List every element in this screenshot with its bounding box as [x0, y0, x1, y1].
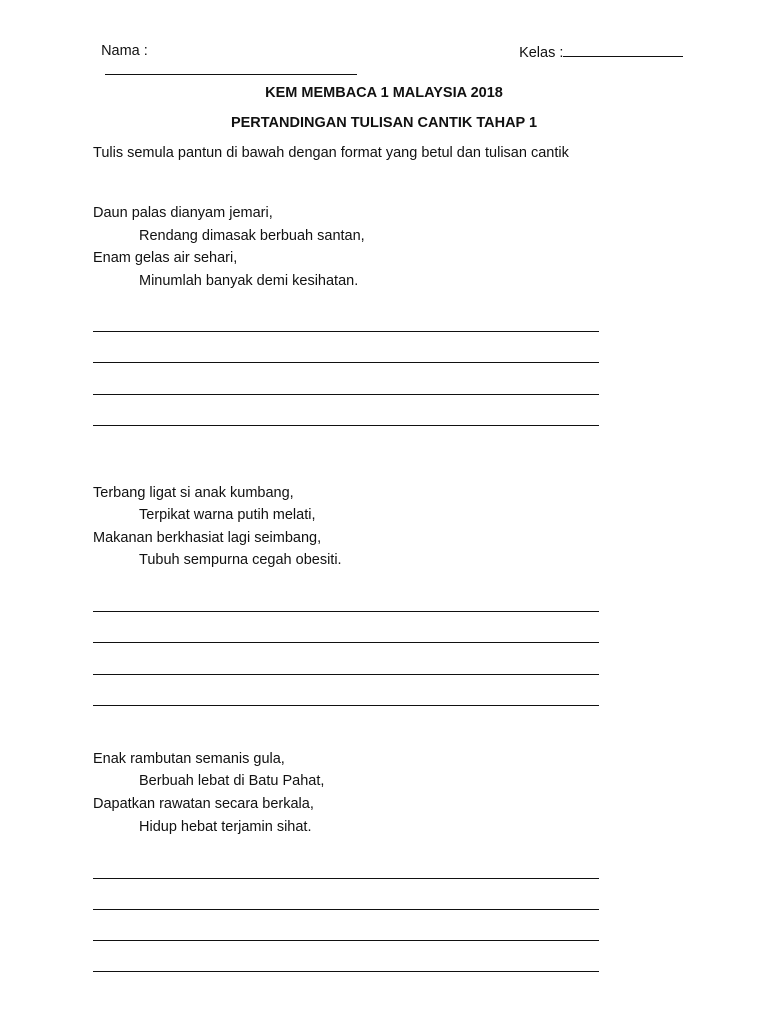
writing-line[interactable]: [93, 705, 599, 706]
nama-field-row: [93, 24, 357, 80]
writing-line[interactable]: [93, 362, 599, 363]
pantun-line: Enak rambutan semanis gula,: [93, 751, 285, 767]
writing-line[interactable]: [93, 909, 599, 910]
writing-line[interactable]: [93, 940, 599, 941]
writing-line[interactable]: [93, 425, 599, 426]
page-subtitle: PERTANDINGAN TULISAN CANTIK TAHAP 1: [230, 115, 538, 131]
writing-line[interactable]: [93, 971, 599, 972]
nama-blank[interactable]: [105, 60, 357, 75]
pantun-line: Tubuh sempurna cegah obesiti.: [139, 552, 342, 568]
pantun-line: Minumlah banyak demi kesihatan.: [139, 273, 359, 289]
pantun-line: Daun palas dianyam jemari,: [93, 205, 273, 221]
pantun-line: Rendang dimasak berbuah santan,: [139, 228, 365, 244]
kelas-label: Kelas :: [519, 45, 564, 61]
writing-line[interactable]: [93, 674, 599, 675]
pantun-line: Enam gelas air sehari,: [93, 250, 238, 266]
writing-line[interactable]: [93, 878, 599, 879]
writing-line[interactable]: [93, 611, 599, 612]
pantun-line: Terbang ligat si anak kumbang,: [93, 485, 294, 501]
pantun-line: Hidup hebat terjamin sihat.: [139, 819, 312, 835]
pantun-line: Terpikat warna putih melati,: [139, 507, 316, 523]
pantun-line: Makanan berkhasiat lagi seimbang,: [93, 530, 322, 546]
pantun-line: Dapatkan rawatan secara berkala,: [93, 796, 314, 812]
nama-label: Nama :: [101, 43, 148, 59]
kelas-blank[interactable]: [563, 42, 683, 57]
writing-line[interactable]: [93, 394, 599, 395]
pantun-line: Berbuah lebat di Batu Pahat,: [139, 773, 325, 789]
instruction-text: Tulis semula pantun di bawah dengan format yang betul dan tulisan cantik: [93, 145, 569, 161]
page-title: KEM MEMBACA 1 MALAYSIA 2018: [265, 85, 503, 101]
writing-line[interactable]: [93, 331, 599, 332]
kelas-field-row: [511, 24, 683, 62]
writing-line[interactable]: [93, 642, 599, 643]
